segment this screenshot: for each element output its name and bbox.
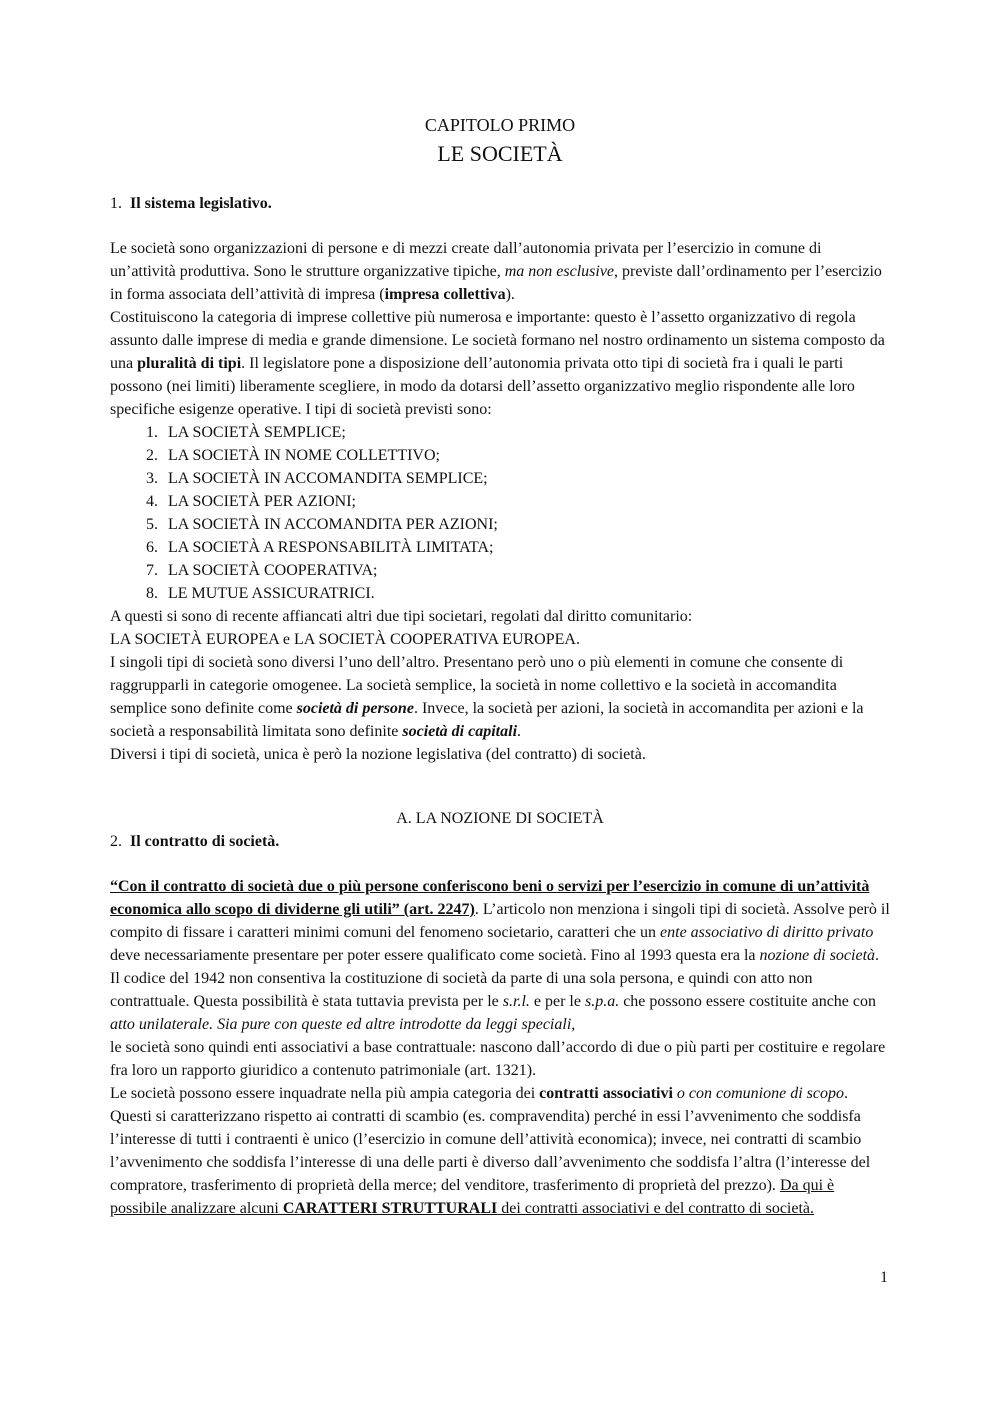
- list-item: 5. LA SOCIETÀ IN ACCOMANDITA PER AZIONI;: [146, 516, 498, 533]
- list-item: 4. LA SOCIETÀ PER AZIONI;: [146, 493, 356, 510]
- section-number: 1.: [110, 195, 122, 212]
- section-number: 2.: [110, 833, 122, 850]
- section-heading-1: [110, 192, 900, 215]
- paragraph: Diversi i tipi di società, unica è però la nozione legislativa (del contratto) di società.: [110, 746, 646, 763]
- list-item: 6. LA SOCIETÀ A RESPONSABILITÀ LIMITATA;: [146, 539, 494, 556]
- paragraph: I singoli tipi di società sono diversi l’uno dell’altro. Presentano però uno o più elementi in comune che consente di raggrupparli in categorie omogenee. La società semplice, la società in nome collettivo e la società in accomandita semplice sono definite come società di persone. Invece, la società per azioni, la società in accomandita per azioni e la società a responsabilità limitata sono definite società di capitali.: [110, 654, 864, 740]
- legal-quote: “Con il contratto di società due o più persone conferiscono beni o servizi per l’esercizio in comune di un’attività economica allo scopo di dividerne gli utili” (art. 2247): [110, 878, 870, 918]
- paragraph: “Con il contratto di società due o più persone conferiscono beni o servizi per l’esercizio in comune di un’attività economica allo scopo di dividerne gli utili” (art. 2247). L’articolo non menziona i singoli tipi di società. Assolve però il compito di fissare i caratteri minimi comuni del fenomeno societario, caratteri che un ente associativo di diritto privato deve necessariamente presentare per poter essere qualificato come società. Fino al 1993 questa era la nozione di società. Il codice del 1942 non consentiva la costituzione di società da parte di una sola persona, e quindi con atto non contrattuale. Questa possibilità è stata tuttavia prevista per le s.r.l. e per le s.p.a. che possono essere costituite anche con atto unilaterale. Sia pure con queste ed altre introdotte da leggi speciali,: [110, 878, 890, 1033]
- paragraph: le società sono quindi enti associativi a base contrattuale: nascono dall’accordo di due o più parti per costituire e regolare fra loro un rapporto giuridico a contenuto patrimoniale (art. 1321).: [110, 1039, 886, 1079]
- paragraph: Le società sono organizzazioni di persone e di mezzi create dall’autonomia privata per l’esercizio in comune di un’attività produttiva. Sono le strutture organizzative tipiche, ma non esclusive, previste dall’ordinamento per l’esercizio in forma associata dell’attività di impresa (impresa collettiva).: [110, 240, 882, 303]
- list-item: 8. LE MUTUE ASSICURATRICI.: [146, 585, 375, 602]
- section-title: Il contratto di società.: [130, 833, 280, 850]
- chapter-title: LE SOCIETÀ: [437, 141, 563, 166]
- section-1-body: [110, 237, 890, 766]
- list-item: 2. LA SOCIETÀ IN NOME COLLETTIVO;: [146, 447, 440, 464]
- paragraph: Le società possono essere inquadrate nella più ampia categoria dei contratti associativi o con comunione di scopo. Questi si caratterizzano rispetto ai contratti di scambio (es. compravendita) perché in essi l’avvenimento che soddisfa l’interesse di tutti i contraenti è unico (l’esercizio in comune dell’attività economica); invece, nei contratti di scambio l’avvenimento che soddisfa l’interesse di una delle parti è diverso dall’avvenimento che soddisfa l’altra (l’interesse del compratore, trasferimento di proprietà della merce; del venditore, trasferimento di proprietà del prezzo). Da qui è possibile analizzare alcuni CARATTERI STRUTTURALI dei contratti associativi e del contratto di società.: [110, 1085, 871, 1217]
- subsection-heading: A. LA NOZIONE DI SOCIETÀ: [396, 810, 604, 827]
- paragraph: LA SOCIETÀ EUROPEA e LA SOCIETÀ COOPERATIVA EUROPEA.: [110, 631, 580, 648]
- list-item: 1. LA SOCIETÀ SEMPLICE;: [146, 424, 346, 441]
- section-heading-2: [110, 830, 900, 853]
- section-2-body: [110, 875, 890, 1220]
- list-item: 3. LA SOCIETÀ IN ACCOMANDITA SEMPLICE;: [146, 470, 488, 487]
- paragraph: A questi si sono di recente affiancati altri due tipi societari, regolati dal diritto comunitario:: [110, 608, 693, 625]
- paragraph: Costituiscono la categoria di imprese collettive più numerosa e importante: questo è l’assetto organizzativo di regola assunto dalle imprese di media e grande dimensione. Le società formano nel nostro ordinamento un sistema composto da una pluralità di tipi. Il legislatore pone a disposizione dell’autonomia privata otto tipi di società fra i quali le parti possono (nei limiti) liberamente scegliere, in modo da dotarsi dell’assetto organizzativo meglio rispondente alle loro specifiche esigenze operative. I tipi di società previsti sono:: [110, 309, 885, 418]
- section-title: Il sistema legislativo.: [130, 195, 272, 212]
- list-item: 7. LA SOCIETÀ COOPERATIVA;: [146, 562, 378, 579]
- page-number: 1: [880, 1269, 888, 1286]
- company-types-list: [110, 421, 890, 605]
- chapter-label: CAPITOLO PRIMO: [424, 115, 576, 135]
